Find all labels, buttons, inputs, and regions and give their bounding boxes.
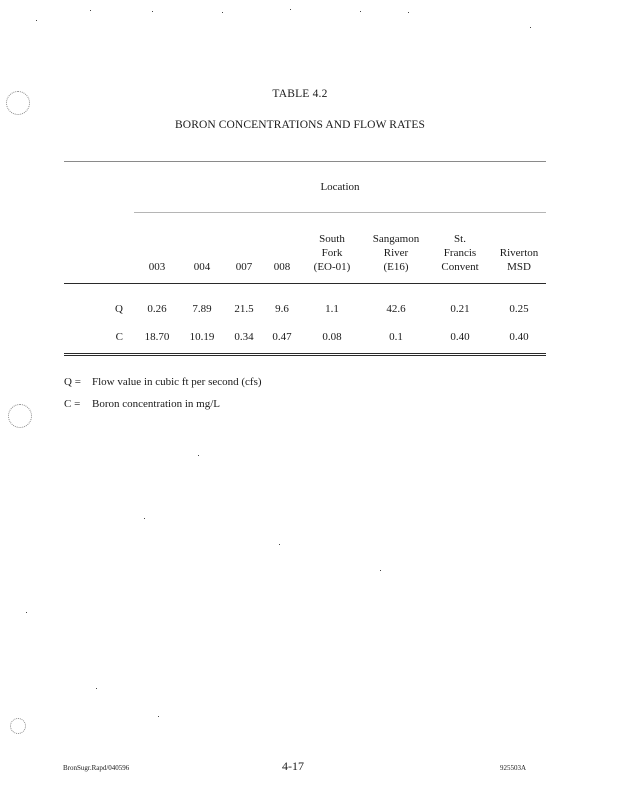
table-cell: 21.5 (234, 303, 254, 315)
row-label-c: C (115, 331, 123, 343)
table-number: TABLE 4.2 (272, 88, 328, 100)
location-underline (134, 212, 546, 213)
page-number: 4-17 (282, 759, 304, 773)
legend-item-q (64, 376, 262, 388)
table-cell: 0.40 (450, 331, 470, 343)
footer-document-id: 925503A (500, 764, 527, 772)
column-header-riverton-msd: Riverton MSD (499, 247, 539, 273)
table-cell: 0.34 (234, 331, 254, 343)
header-rule (64, 283, 546, 284)
table-cell: 1.1 (325, 303, 339, 315)
table-cell: 18.70 (144, 331, 170, 343)
legend-text: Flow value in cubic ft per second (cfs) (92, 376, 262, 388)
footer-file-reference: BronSugr.Rapd/040596 (63, 764, 130, 772)
table-cell: 0.25 (509, 303, 529, 315)
table-cell: 10.19 (189, 331, 215, 343)
table-cell: 0.1 (389, 331, 403, 343)
legend-key: Q = (64, 376, 81, 388)
legend-item-c (64, 398, 220, 410)
table-cell: 9.6 (275, 303, 289, 315)
table-cell: 0.08 (322, 331, 342, 343)
column-header-008: 008 (273, 261, 291, 273)
column-header-003: 003 (148, 261, 166, 273)
column-header-004: 004 (193, 261, 211, 273)
table-cell: 0.21 (450, 303, 470, 315)
table-cell: 0.26 (147, 303, 167, 315)
table-cell: 7.89 (192, 303, 212, 315)
table-cell: 0.40 (509, 331, 529, 343)
top-rule (64, 161, 546, 162)
column-header-st-francis-convent: St. Francis Convent (441, 233, 479, 273)
row-label-q: Q (115, 303, 123, 315)
location-group-header: Location (320, 181, 360, 193)
column-header-sangamon-river: Sangamon River (E16) (372, 233, 420, 273)
bottom-rule-double (64, 355, 546, 356)
column-header-007: 007 (235, 261, 253, 273)
punch-hole-mark-middle (8, 404, 32, 428)
table-title: BORON CONCENTRATIONS AND FLOW RATES (175, 119, 425, 131)
column-header-south-fork: South Fork (EO-01) (313, 233, 351, 273)
legend-text: Boron concentration in mg/L (92, 398, 220, 410)
bottom-rule (64, 353, 546, 354)
punch-hole-mark-bottom (10, 718, 26, 734)
table-cell: 0.47 (272, 331, 292, 343)
table-cell: 42.6 (386, 303, 406, 315)
legend-key: C = (64, 398, 81, 410)
